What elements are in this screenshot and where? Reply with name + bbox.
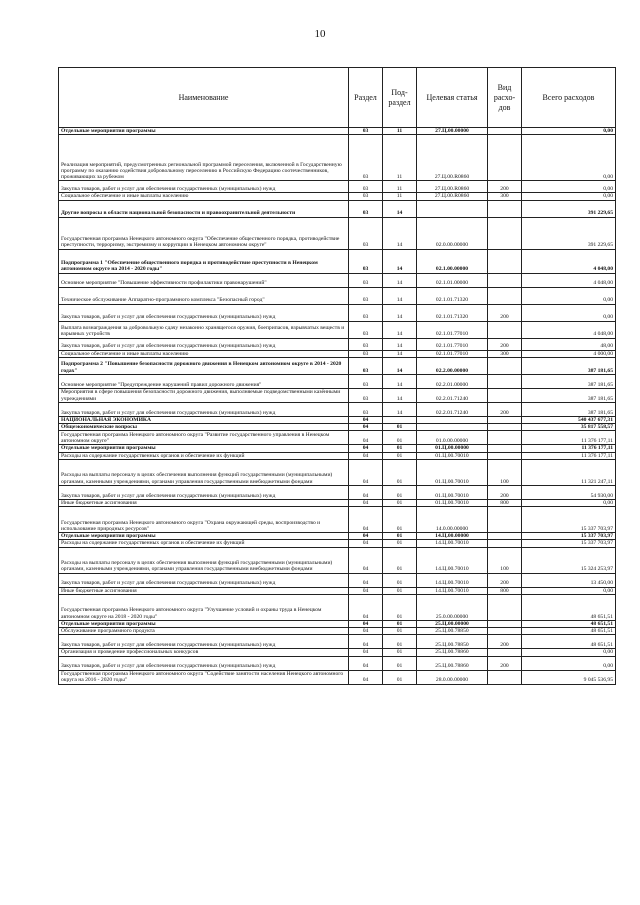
cell-section: 04 — [349, 670, 383, 684]
cell-name: Подпрограмма 1 "Обеспечение общественного порядка и противодействие преступности в Ненецком автономном округе на 2014 - 2020 годы" — [59, 249, 349, 273]
cell-subsection — [383, 416, 417, 423]
cell-total: 15 337 703,97 — [522, 507, 616, 533]
cell-total: 387 181,65 — [522, 374, 616, 388]
cell-expense-type — [488, 670, 522, 684]
cell-subsection: 11 — [383, 135, 417, 181]
cell-subsection: 11 — [383, 193, 417, 200]
header-expense-type: Вид расхо-дов — [488, 68, 522, 128]
cell-subsection: 14 — [383, 273, 417, 287]
cell-name: НАЦИОНАЛЬНАЯ ЭКОНОМИКА — [59, 416, 349, 423]
cell-target-item: 14.Ц.00.70010 — [417, 540, 488, 547]
cell-section: 04 — [349, 431, 383, 445]
table-row — [59, 287, 616, 304]
cell-target-item: 27.Ц.00.R0860 — [417, 193, 488, 200]
cell-subsection: 14 — [383, 388, 417, 402]
cell-expense-type — [488, 416, 522, 423]
cell-expense-type — [488, 620, 522, 627]
table-row — [59, 594, 616, 620]
cell-total: 0,00 — [522, 193, 616, 200]
cell-total: 391 229,65 — [522, 200, 616, 217]
table-row — [59, 350, 616, 357]
table-row — [59, 304, 616, 321]
cell-name: Другие вопросы в области национальной безопасности и правоохранительной деятельности — [59, 200, 349, 217]
cell-subsection: 01 — [383, 431, 417, 445]
cell-total: 4 000,00 — [522, 350, 616, 357]
cell-subsection: 14 — [383, 321, 417, 338]
table-row — [59, 547, 616, 573]
table-row — [59, 388, 616, 402]
cell-name: Отдельные мероприятия программы — [59, 533, 349, 540]
cell-expense-type: 800 — [488, 587, 522, 594]
cell-section: 04 — [349, 485, 383, 499]
cell-target-item: 02.2.00.00000 — [417, 357, 488, 374]
cell-name: Закупка товаров, работ и услуг для обеспечения государственных (муниципальных) нужд — [59, 573, 349, 587]
cell-name: Иные бюджетные ассигнования — [59, 499, 349, 506]
cell-section: 04 — [349, 635, 383, 649]
cell-total: 4 048,00 — [522, 249, 616, 273]
cell-section: 04 — [349, 540, 383, 547]
header-subsection: Под-раздел — [383, 68, 417, 128]
cell-target-item: 02.1.01.71320 — [417, 287, 488, 304]
cell-section: 03 — [349, 287, 383, 304]
cell-expense-type — [488, 128, 522, 135]
table-row — [59, 416, 616, 423]
cell-target-item: 25.Ц.00.78860 — [417, 649, 488, 656]
cell-subsection: 01 — [383, 459, 417, 485]
cell-expense-type: 200 — [488, 485, 522, 499]
cell-name: Подпрограмма 2 "Повышение безопасности дорожного движения в Ненецком автономном округе в 2014 - 2020 годах" — [59, 357, 349, 374]
header-name: Наименование — [59, 68, 349, 128]
cell-expense-type: 200 — [488, 304, 522, 321]
cell-name: Закупка товаров, работ и услуг для обеспечения государственных (муниципальных) нужд — [59, 181, 349, 193]
cell-target-item: 25.0.00.00000 — [417, 594, 488, 620]
cell-subsection: 01 — [383, 445, 417, 452]
table-row — [59, 402, 616, 416]
cell-total: 0,00 — [522, 128, 616, 135]
cell-subsection: 01 — [383, 547, 417, 573]
cell-section: 03 — [349, 135, 383, 181]
cell-total: 11 321 247,11 — [522, 459, 616, 485]
cell-subsection: 14 — [383, 338, 417, 350]
cell-name: Отдельные мероприятия программы — [59, 620, 349, 627]
cell-section: 03 — [349, 200, 383, 217]
cell-expense-type: 300 — [488, 193, 522, 200]
cell-subsection: 14 — [383, 200, 417, 217]
cell-expense-type: 200 — [488, 181, 522, 193]
cell-section: 03 — [349, 388, 383, 402]
cell-expense-type — [488, 452, 522, 459]
cell-section: 04 — [349, 499, 383, 506]
cell-expense-type — [488, 321, 522, 338]
table-row — [59, 452, 616, 459]
cell-name: Государственная программа Ненецкого автономного округа "Охрана окружающей среды, воспроизводство и использование природных ресурсов" — [59, 507, 349, 533]
cell-total: 9 045 536,95 — [522, 670, 616, 684]
cell-expense-type — [488, 388, 522, 402]
cell-section: 04 — [349, 459, 383, 485]
table-row — [59, 459, 616, 485]
cell-subsection: 01 — [383, 573, 417, 587]
cell-total: 11 376 177,11 — [522, 452, 616, 459]
cell-name: Обслуживание программного продукта — [59, 628, 349, 635]
cell-expense-type: 100 — [488, 547, 522, 573]
cell-subsection: 01 — [383, 649, 417, 656]
cell-subsection: 01 — [383, 594, 417, 620]
cell-name: Организация и проведение профессиональных конкурсов — [59, 649, 349, 656]
cell-total: 15 337 703,97 — [522, 533, 616, 540]
cell-name: Закупка товаров, работ и услуг для обеспечения государственных (муниципальных) нужд — [59, 402, 349, 416]
cell-section: 04 — [349, 573, 383, 587]
table-row — [59, 374, 616, 388]
header-section: Раздел — [349, 68, 383, 128]
table-header — [59, 68, 616, 128]
cell-total: 0,00 — [522, 499, 616, 506]
cell-subsection: 14 — [383, 374, 417, 388]
cell-section: 03 — [349, 304, 383, 321]
cell-section: 04 — [349, 628, 383, 635]
cell-subsection: 11 — [383, 181, 417, 193]
table-row — [59, 128, 616, 135]
cell-expense-type — [488, 287, 522, 304]
cell-section: 03 — [349, 217, 383, 249]
cell-target-item: 25.Ц.00.00000 — [417, 620, 488, 627]
cell-target-item: 01.Ц.00.70010 — [417, 459, 488, 485]
cell-total: 48 651,51 — [522, 620, 616, 627]
cell-name: Отдельные мероприятия программы — [59, 128, 349, 135]
cell-expense-type — [488, 445, 522, 452]
cell-expense-type: 200 — [488, 338, 522, 350]
cell-target-item: 14.Ц.00.70010 — [417, 547, 488, 573]
cell-name: Реализация мероприятий, предусмотренных региональной программой переселения, включенной в Государственную программу по оказанию содействия добровольному переселению в Российскую Федерацию соотечественников, проживающих за рубежом — [59, 135, 349, 181]
cell-target-item: 25.Ц.00.78860 — [417, 656, 488, 670]
cell-total: 48 651,51 — [522, 635, 616, 649]
cell-subsection: 01 — [383, 635, 417, 649]
table-row — [59, 193, 616, 200]
cell-target-item: 02.2.01.00000 — [417, 374, 488, 388]
cell-total: 48,00 — [522, 338, 616, 350]
table-row — [59, 445, 616, 452]
cell-total: 391 229,65 — [522, 217, 616, 249]
cell-total: 35 817 558,57 — [522, 424, 616, 431]
cell-name: Иные бюджетные ассигнования — [59, 587, 349, 594]
cell-total: 11 376 177,11 — [522, 445, 616, 452]
cell-target-item: 27.Ц.00.R0860 — [417, 181, 488, 193]
cell-expense-type — [488, 507, 522, 533]
table-row — [59, 321, 616, 338]
cell-total: 48 651,51 — [522, 628, 616, 635]
cell-target-item: 02.1.01.77010 — [417, 350, 488, 357]
table-row — [59, 540, 616, 547]
cell-name: Расходы на выплаты персоналу в целях обеспечения выполнения функций государственными (муниципальными) органами, казенными учреждениями, органами управления государственными внебюджетными фондами — [59, 459, 349, 485]
cell-name: Закупка товаров, работ и услуг для обеспечения государственных (муниципальных) нужд — [59, 656, 349, 670]
cell-subsection: 01 — [383, 620, 417, 627]
cell-expense-type: 200 — [488, 656, 522, 670]
table-row — [59, 656, 616, 670]
cell-expense-type: 800 — [488, 499, 522, 506]
cell-total: 0,00 — [522, 135, 616, 181]
cell-subsection: 01 — [383, 628, 417, 635]
cell-total: 48 651,51 — [522, 594, 616, 620]
cell-section: 03 — [349, 350, 383, 357]
cell-total: 4 048,00 — [522, 321, 616, 338]
cell-expense-type: 200 — [488, 573, 522, 587]
cell-target-item: 25.Ц.00.78850 — [417, 628, 488, 635]
cell-target-item: 02.2.01.71240 — [417, 402, 488, 416]
cell-expense-type — [488, 200, 522, 217]
cell-expense-type — [488, 273, 522, 287]
cell-subsection: 01 — [383, 507, 417, 533]
cell-section: 03 — [349, 321, 383, 338]
table-row — [59, 649, 616, 656]
cell-total: 0,00 — [522, 304, 616, 321]
cell-subsection: 14 — [383, 249, 417, 273]
table-row — [59, 357, 616, 374]
cell-expense-type — [488, 357, 522, 374]
cell-total: 0,00 — [522, 181, 616, 193]
cell-expense-type — [488, 628, 522, 635]
table-row — [59, 670, 616, 684]
table-row — [59, 338, 616, 350]
cell-name: Расходы на выплаты персоналу в целях обеспечения выполнения функций государственными (муниципальными) органами, казенными учреждениями, органами управления государственными внебюджетными фондами — [59, 547, 349, 573]
cell-total: 15 337 703,97 — [522, 540, 616, 547]
cell-section: 03 — [349, 357, 383, 374]
table-row — [59, 217, 616, 249]
cell-target-item: 01.Ц.00.00000 — [417, 445, 488, 452]
cell-target-item: 14.Ц.00.70010 — [417, 587, 488, 594]
cell-section: 04 — [349, 507, 383, 533]
cell-target-item: 25.Ц.00.78850 — [417, 635, 488, 649]
cell-expense-type: 200 — [488, 402, 522, 416]
cell-total: 387 181,65 — [522, 402, 616, 416]
page-number: 10 — [314, 28, 326, 40]
cell-expense-type — [488, 431, 522, 445]
cell-target-item — [417, 416, 488, 423]
cell-target-item: 27.Ц.00.00000 — [417, 128, 488, 135]
cell-name: Закупка товаров, работ и услуг для обеспечения государственных (муниципальных) нужд — [59, 338, 349, 350]
cell-total: 540 437 677,31 — [522, 416, 616, 423]
cell-target-item: 02.0.00.00000 — [417, 217, 488, 249]
cell-subsection: 14 — [383, 357, 417, 374]
table-row — [59, 635, 616, 649]
table-row — [59, 573, 616, 587]
cell-target-item: 01.Ц.00.70010 — [417, 485, 488, 499]
cell-expense-type: 100 — [488, 459, 522, 485]
cell-subsection: 01 — [383, 452, 417, 459]
cell-expense-type — [488, 649, 522, 656]
table-row — [59, 200, 616, 217]
cell-target-item: 02.1.01.00000 — [417, 273, 488, 287]
cell-total: 54 930,00 — [522, 485, 616, 499]
cell-subsection: 14 — [383, 350, 417, 357]
cell-section: 03 — [349, 193, 383, 200]
cell-expense-type — [488, 135, 522, 181]
cell-subsection: 14 — [383, 217, 417, 249]
cell-section: 04 — [349, 594, 383, 620]
cell-name: Общеэкономические вопросы — [59, 424, 349, 431]
cell-subsection: 01 — [383, 499, 417, 506]
table-row — [59, 273, 616, 287]
header-target-item: Целевая статья — [417, 68, 488, 128]
table-row — [59, 533, 616, 540]
cell-section: 03 — [349, 273, 383, 287]
cell-subsection: 01 — [383, 424, 417, 431]
cell-target-item: 02.1.00.00000 — [417, 249, 488, 273]
cell-section: 04 — [349, 649, 383, 656]
cell-section: 04 — [349, 452, 383, 459]
cell-target-item — [417, 424, 488, 431]
table-row — [59, 249, 616, 273]
cell-target-item: 14.Ц.00.70010 — [417, 573, 488, 587]
cell-target-item: 01.0.00.00000 — [417, 431, 488, 445]
cell-expense-type — [488, 424, 522, 431]
cell-target-item: 02.2.01.71240 — [417, 388, 488, 402]
cell-expense-type — [488, 540, 522, 547]
cell-subsection: 11 — [383, 128, 417, 135]
cell-expense-type — [488, 533, 522, 540]
cell-target-item: 27.Ц.00.R0860 — [417, 135, 488, 181]
table-row — [59, 628, 616, 635]
cell-name: Государственная программа Ненецкого автономного округа "Содействие занятости населения Ненецкого автономного округа на 2016 - 2020 годы" — [59, 670, 349, 684]
cell-expense-type — [488, 217, 522, 249]
table-row — [59, 499, 616, 506]
cell-name: Социальное обеспечение и иные выплаты населению — [59, 350, 349, 357]
cell-target-item: 01.Ц.00.70010 — [417, 499, 488, 506]
cell-name: Основное мероприятие "Повышение эффективности профилактики правонарушений" — [59, 273, 349, 287]
cell-expense-type — [488, 249, 522, 273]
cell-section: 04 — [349, 416, 383, 423]
cell-name: Основное мероприятие "Предупреждение нарушений правил дорожного движения" — [59, 374, 349, 388]
cell-target-item: 02.1.01.77010 — [417, 321, 488, 338]
cell-total: 0,00 — [522, 287, 616, 304]
cell-total: 387 181,65 — [522, 357, 616, 374]
cell-name: Закупка товаров, работ и услуг для обеспечения государственных (муниципальных) нужд — [59, 485, 349, 499]
cell-section: 04 — [349, 533, 383, 540]
cell-name: Техническое обслуживание Аппаратно-программного комплекса "Безопасный город" — [59, 287, 349, 304]
cell-expense-type: 200 — [488, 635, 522, 649]
cell-total: 13 450,00 — [522, 573, 616, 587]
cell-target-item: 14.Ц.00.00000 — [417, 533, 488, 540]
cell-subsection: 14 — [383, 402, 417, 416]
table-row — [59, 181, 616, 193]
cell-total: 4 048,00 — [522, 273, 616, 287]
budget-table — [58, 67, 616, 685]
cell-name: Закупка товаров, работ и услуг для обеспечения государственных (муниципальных) нужд — [59, 635, 349, 649]
cell-name: Отдельные мероприятия программы — [59, 445, 349, 452]
cell-target-item: 02.1.01.77010 — [417, 338, 488, 350]
cell-target-item: 01.Ц.00.70010 — [417, 452, 488, 459]
cell-subsection: 14 — [383, 287, 417, 304]
cell-total: 15 324 253,97 — [522, 547, 616, 573]
cell-section: 04 — [349, 620, 383, 627]
table-row — [59, 135, 616, 181]
table-row — [59, 587, 616, 594]
cell-target-item: 02.1.01.71320 — [417, 304, 488, 321]
cell-name: Государственная программа Ненецкого автономного округа "Улучшение условий и охраны труда в Ненецком автономном округе на 2018 - 2020 годы" — [59, 594, 349, 620]
cell-name: Государственная программа Ненецкого автономного округа "Развитие государственного управления в Ненецком автономном округе" — [59, 431, 349, 445]
cell-name: Мероприятия в сфере повышения безопасности дорожного движения, выполняемые подведомственными казёнными учреждениями — [59, 388, 349, 402]
cell-section: 03 — [349, 338, 383, 350]
cell-name: Расходы на содержание государственных органов и обеспечение их функций — [59, 452, 349, 459]
cell-subsection: 14 — [383, 304, 417, 321]
cell-expense-type — [488, 374, 522, 388]
cell-target-item: 28.0.00.00000 — [417, 670, 488, 684]
cell-total: 0,00 — [522, 649, 616, 656]
cell-section: 03 — [349, 249, 383, 273]
cell-name: Расходы на содержание государственных органов и обеспечение их функций — [59, 540, 349, 547]
cell-expense-type: 300 — [488, 350, 522, 357]
cell-subsection: 01 — [383, 533, 417, 540]
cell-total: 0,00 — [522, 656, 616, 670]
cell-section: 03 — [349, 181, 383, 193]
cell-total: 11 376 177,11 — [522, 431, 616, 445]
cell-name: Закупка товаров, работ и услуг для обеспечения государственных (муниципальных) нужд — [59, 304, 349, 321]
table-row — [59, 620, 616, 627]
table-row — [59, 431, 616, 445]
cell-subsection: 01 — [383, 656, 417, 670]
table-row — [59, 507, 616, 533]
table-row — [59, 424, 616, 431]
cell-section: 04 — [349, 424, 383, 431]
cell-target-item: 14.0.00.00000 — [417, 507, 488, 533]
cell-section: 04 — [349, 445, 383, 452]
cell-subsection: 01 — [383, 540, 417, 547]
cell-target-item — [417, 200, 488, 217]
cell-name: Социальное обеспечение и иные выплаты населению — [59, 193, 349, 200]
cell-name: Государственная программа Ненецкого автономного округа "Обеспечение общественного порядка, противодействие преступности, терроризму, экстремизму и коррупции в Ненецком автономном округе" — [59, 217, 349, 249]
cell-section: 03 — [349, 128, 383, 135]
table-body — [59, 128, 616, 685]
cell-section: 03 — [349, 374, 383, 388]
cell-expense-type — [488, 594, 522, 620]
cell-section: 04 — [349, 587, 383, 594]
cell-name: Выплата вознаграждения за добровольную сдачу незаконно хранящегося оружия, боеприпасов, взрывчатых веществ и взрывных устройств — [59, 321, 349, 338]
cell-subsection: 01 — [383, 485, 417, 499]
table-row — [59, 485, 616, 499]
cell-subsection: 01 — [383, 670, 417, 684]
cell-section: 04 — [349, 547, 383, 573]
cell-total: 0,00 — [522, 587, 616, 594]
cell-section: 03 — [349, 402, 383, 416]
cell-subsection: 01 — [383, 587, 417, 594]
cell-section: 04 — [349, 656, 383, 670]
cell-total: 387 181,65 — [522, 388, 616, 402]
header-total: Всего расходов — [522, 68, 616, 128]
